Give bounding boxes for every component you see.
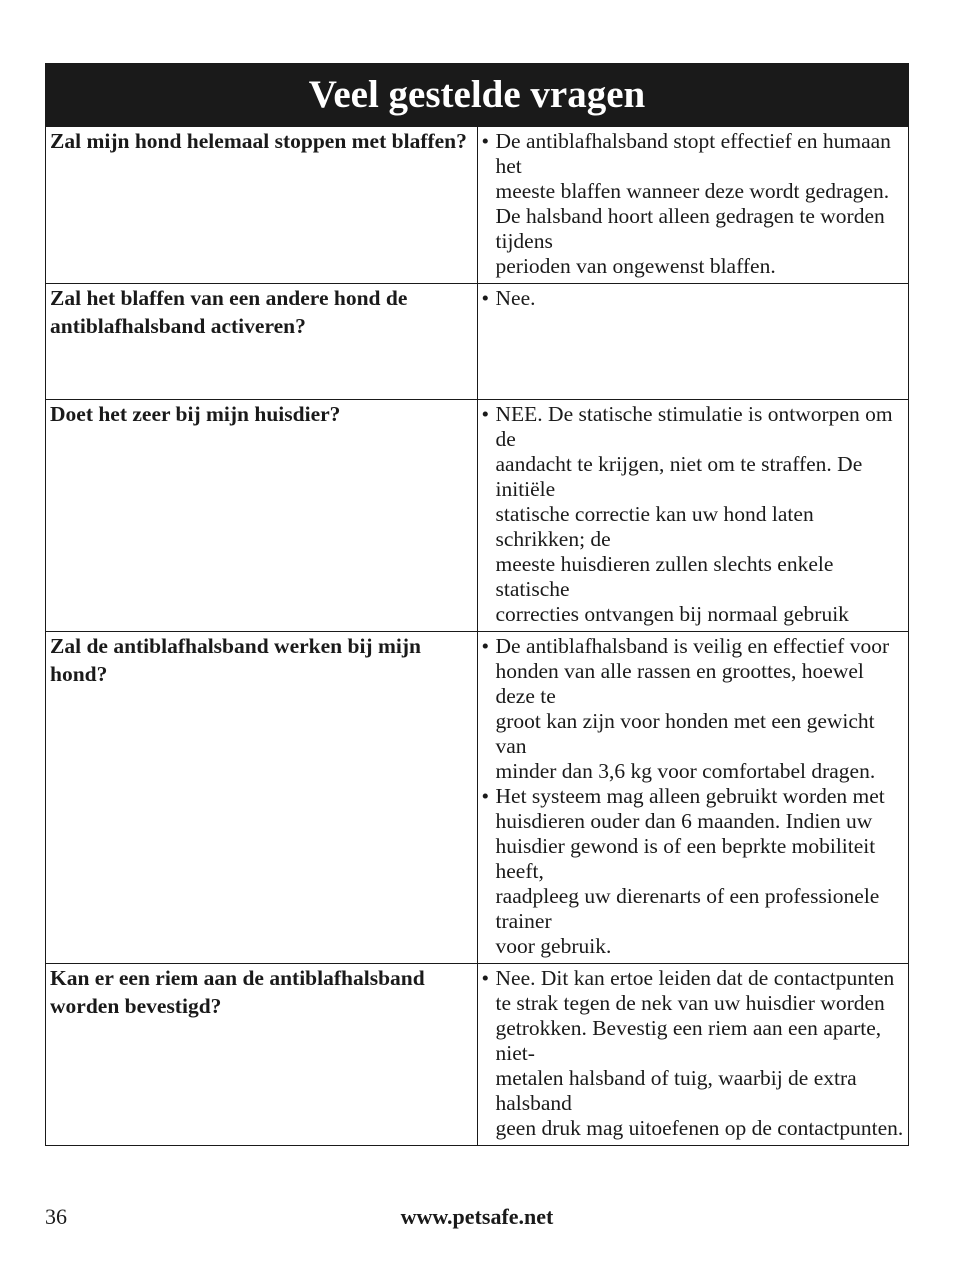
answer-line: huisdieren ouder dan 6 maanden. Indien uw [495, 809, 873, 833]
answer-line: huisdier gewond is of een beprkte mobiliteit heeft, [495, 834, 876, 883]
faq-answer [477, 964, 909, 1146]
bullet-dot: • [481, 784, 490, 808]
answer-line: metalen halsband of tuig, waarbij de extra halsband [495, 1066, 857, 1115]
answer-bullet [482, 634, 907, 784]
faq-title-row [46, 64, 909, 127]
answer-line: NEE. De statische stimulatie is ontworpen om de [495, 402, 893, 451]
bullet-dot: • [481, 286, 490, 310]
faq-question [46, 284, 478, 400]
faq-question-text: Kan er een riem aan de antiblafhalsband worden bevestigd? [50, 966, 425, 1018]
answer-bullet [482, 402, 907, 627]
answer-line: honden van alle rassen en groottes, hoewel deze te [495, 659, 864, 708]
answer-line: voor gebruik. [495, 934, 612, 958]
answer-line: getrokken. Bevestig een riem aan een aparte, niet- [495, 1016, 882, 1065]
faq-answer [477, 400, 909, 632]
answer-line: statische correctie kan uw hond laten schrikken; de [495, 502, 814, 551]
faq-table [45, 63, 909, 1146]
faq-question-text: Doet het zeer bij mijn huisdier? [50, 402, 341, 426]
answer-line: correcties ontvangen bij normaal gebruik [495, 602, 849, 626]
answer-line: raadpleeg uw dierenarts of een professionele trainer [495, 884, 880, 933]
faq-row [46, 632, 909, 964]
faq-question-text: Zal de antiblafhalsband werken bij mijn hond? [50, 634, 421, 686]
answer-line: meeste huisdieren zullen slechts enkele statische [495, 552, 834, 601]
answer-line: aandacht te krijgen, niet om te straffen. De initiële [495, 452, 863, 501]
answer-line: meeste blaffen wanneer deze wordt gedragen. [495, 179, 890, 203]
answer-bullet [482, 966, 907, 1141]
faq-answer [477, 632, 909, 964]
answer-line: Nee. Dit kan ertoe leiden dat de contactpunten [495, 966, 895, 990]
faq-answer [477, 127, 909, 284]
faq-question-text: Zal mijn hond helemaal stoppen met blaffen? [50, 129, 467, 153]
page-title: Veel gestelde vragen [46, 64, 909, 127]
answer-bullet [482, 129, 907, 279]
faq-question-text: Zal het blaffen van een andere hond de antiblafhalsband activeren? [50, 286, 408, 338]
faq-row [46, 964, 909, 1146]
answer-bullet [482, 784, 907, 959]
page-number: 36 [45, 1204, 67, 1229]
faq-question [46, 127, 478, 284]
answer-bullet [482, 286, 907, 311]
answer-line: Het systeem mag alleen gebruikt worden met [495, 784, 885, 808]
answer-line: te strak tegen de nek van uw huisdier worden [495, 991, 885, 1015]
faq-answer [477, 284, 909, 400]
faq-question [46, 400, 478, 632]
faq-question [46, 632, 478, 964]
answer-line: groot kan zijn voor honden met een gewicht van [495, 709, 875, 758]
answer-line: minder dan 3,6 kg voor comfortabel dragen. [495, 759, 876, 783]
answer-line: Nee. [495, 286, 536, 310]
bullet-dot: • [481, 634, 490, 658]
faq-row [46, 400, 909, 632]
answer-line: De antiblafhalsband is veilig en effectief voor [495, 634, 890, 658]
answer-line: geen druk mag uitoefenen op de contactpunten. [495, 1116, 904, 1140]
bullet-dot: • [481, 402, 490, 426]
answer-line: De antiblafhalsband stopt effectief en humaan het [495, 129, 891, 178]
bullet-dot: • [481, 129, 490, 153]
answer-line: perioden van ongewenst blaffen. [495, 254, 776, 278]
bullet-dot: • [481, 966, 490, 990]
faq-question [46, 964, 478, 1146]
faq-row [46, 284, 909, 400]
website-url: www.petsafe.net [400, 1204, 554, 1229]
faq-row [46, 127, 909, 284]
answer-line: De halsband hoort alleen gedragen te worden tijdens [495, 204, 885, 253]
